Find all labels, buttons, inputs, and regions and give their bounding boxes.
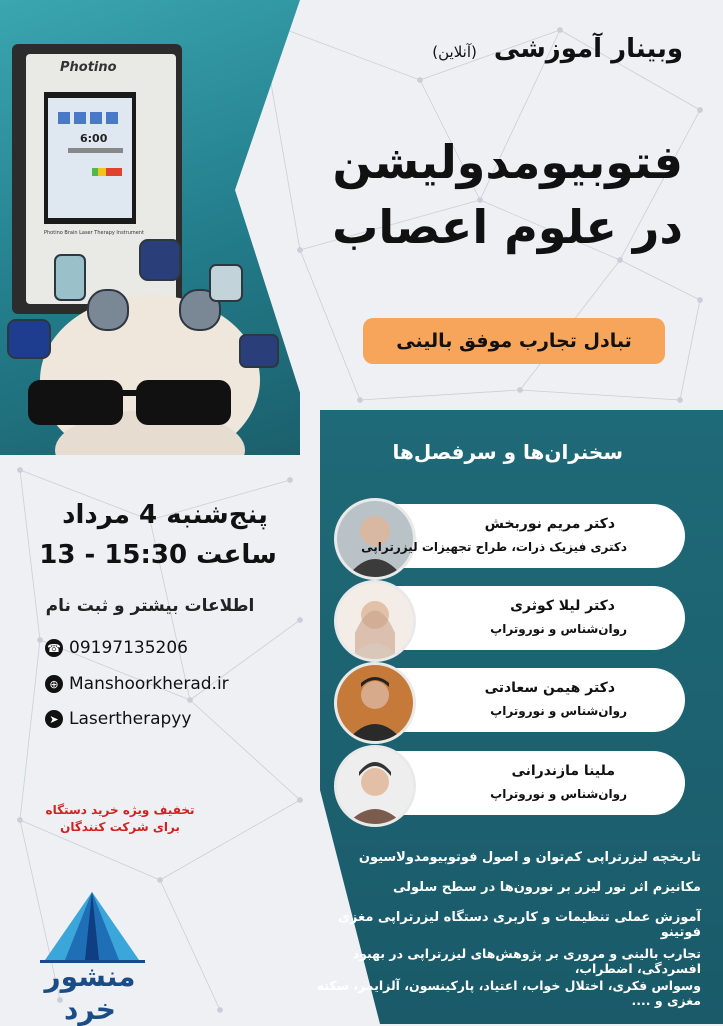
more-info-label: اطلاعات بیشتر و ثبت نام (45, 596, 255, 616)
speaker-card (340, 751, 685, 815)
telegram-icon: ➤ (45, 710, 63, 728)
device-screen-time: 6:00 (80, 132, 108, 145)
device-illustration (0, 40, 300, 455)
speaker-role: دکتری فیزیک ذرات، طراح تجهیزات لیزرتراپی (361, 540, 627, 554)
device-caption: Photino Brain Laser Therapy Instrument (44, 230, 144, 236)
avatar (334, 580, 416, 662)
avatar (334, 498, 416, 580)
avatar (334, 745, 416, 827)
brand-logo-text: منشور خرد (44, 960, 136, 1026)
avatar (334, 662, 416, 744)
device-brand: Photino (60, 60, 117, 75)
phone-number[interactable]: 09197135206 (69, 638, 188, 658)
topic-item: تجارب بالینی و مروری بر پژوهش‌های لیزرتراپی در بهبود افسردگی، اضطراب، (352, 946, 701, 976)
tagline-badge: تبادل تجارب موفق بالینی (363, 318, 665, 364)
speaker-name: ملینا مازندرانی (511, 763, 615, 779)
speakers-title: سخنران‌ها و سرفصل‌ها (392, 440, 623, 464)
globe-icon: ⊕ (45, 675, 63, 693)
topic-item: وسواس فکری، اختلال خواب، اعتیاد، پارکینسون، آلزایمر، سکته مغزی و .... (316, 978, 701, 1008)
speaker-name: دکتر مریم نوربخش (484, 516, 615, 532)
discount-note (25, 802, 215, 836)
website-contact[interactable] (45, 674, 229, 694)
topic-item: مکانیزم اثر نور لیزر بر نورون‌ها در سطح سلولی (392, 880, 701, 895)
phone-icon: ☎ (45, 639, 63, 657)
speaker-card (340, 668, 685, 732)
speaker-role: روان‌شناس و نوروتراپ (490, 622, 627, 636)
online-label: (آنلاین) (432, 43, 477, 61)
speaker-card (340, 504, 685, 568)
speaker-name: دکتر لیلا کوثری (510, 598, 615, 614)
webinar-label (432, 34, 683, 64)
topic-item: آموزش عملی تنظیمات و کاربری دستگاه لیزرتراپی مغزی فوتینو (337, 910, 701, 940)
page-title-line1: فتوبیومدولیشن (332, 135, 683, 189)
webinar-text: وبینار آموزشی (493, 34, 683, 64)
telegram-contact[interactable] (45, 709, 191, 729)
phone-contact[interactable] (45, 638, 188, 658)
discount-line1: تخفیف ویژه خرید دستگاه (45, 803, 195, 817)
telegram-handle[interactable]: Lasertherapyy (69, 709, 192, 729)
website-link[interactable]: Manshoorkherad.ir (69, 674, 229, 694)
speaker-card (340, 586, 685, 650)
page-title-line2: در علوم اعصاب (332, 200, 683, 254)
speaker-role: روان‌شناس و نوروتراپ (490, 787, 627, 801)
event-date: پنج‌شنبه 4 مرداد (62, 500, 268, 530)
speaker-name: دکتر هیمن سعادتی (484, 680, 615, 696)
event-time: ساعت 15:30 - 13 (39, 540, 277, 570)
topic-item: تاریخچه لیزرتراپی کم‌توان و اصول فوتوبیومدولاسیون (358, 850, 701, 865)
discount-line2: برای شرکت کنندگان (60, 820, 180, 834)
speaker-role: روان‌شناس و نوروتراپ (490, 704, 627, 718)
